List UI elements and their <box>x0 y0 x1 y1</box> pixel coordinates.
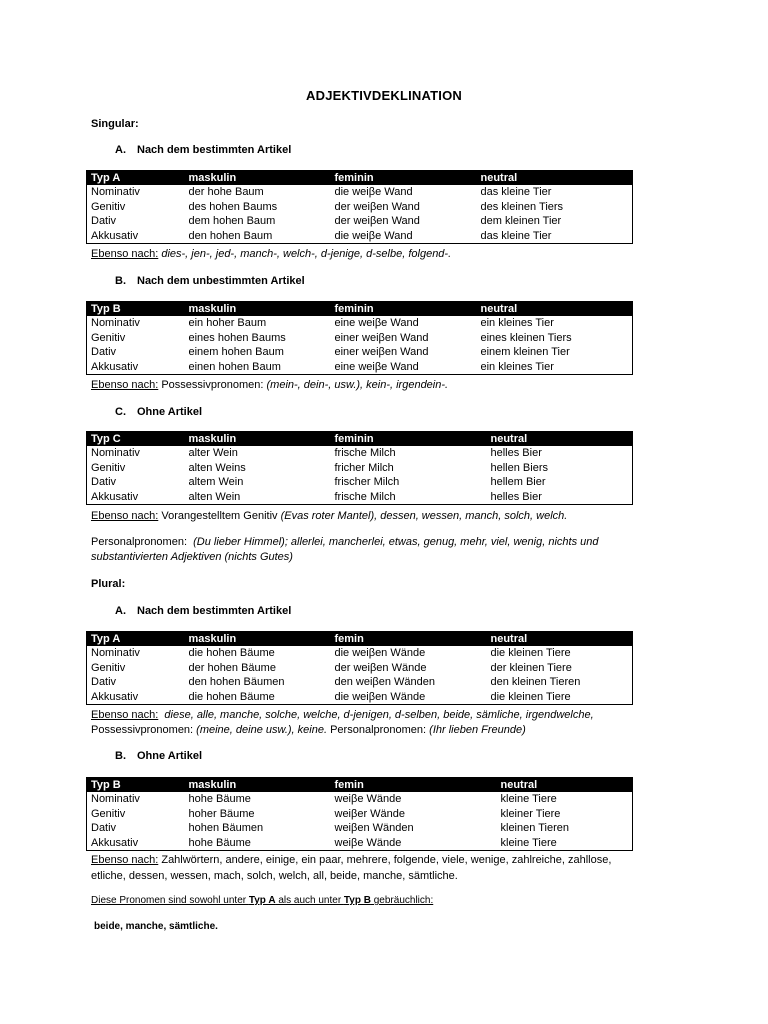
table-cell: einen hohen Baum <box>188 360 281 373</box>
table-cell: Akkusativ <box>91 360 139 373</box>
table-cell: frische Milch <box>334 447 396 459</box>
table-cell: die hohen Bäume <box>188 647 275 659</box>
table-cell: die hohen Bäume <box>188 690 275 703</box>
section-heading-singular-b <box>115 275 305 287</box>
ebenso-plain: Possessivpronomen: <box>161 379 264 391</box>
table-cell: weiβe Wände <box>334 836 402 849</box>
table-cell: Dativ <box>91 346 117 359</box>
ebenso-line <box>91 246 651 262</box>
header-cell: neutral <box>477 302 633 317</box>
personalpronomen-line-2: substantivierten Adjektiven (nichts Gutes) <box>91 551 293 563</box>
personal-text: (Ihr lieben Freunde) <box>429 724 526 736</box>
table-cell: Akkusativ <box>91 490 139 503</box>
ebenso-plain: Zahlwörtern, andere, einige, ein paar, mehrere, folgende, viele, wenige, zahlreiche, zahllose, <box>161 854 612 866</box>
ebenso-text: dies-, jen-, jed-, manch-, welch-, d-jenige, d-selbe, folgend-. <box>161 248 452 260</box>
header-cell: Typ A <box>87 632 185 647</box>
declension-table-singular-a <box>86 170 633 244</box>
table-cell: einem hohen Baum <box>188 346 284 359</box>
table-cell: ein hoher Baum <box>188 317 267 329</box>
table-cell: die kleinen Tiere <box>490 690 571 703</box>
ebenso-italic: (Evas roter Mantel), dessen, wessen, manch, solch, welch. <box>280 510 568 522</box>
header-cell: Typ C <box>87 432 185 447</box>
header-cell: maskulin <box>185 171 331 186</box>
table-cell: Genitiv <box>91 807 126 820</box>
table-row <box>87 836 633 851</box>
table-cell: Akkusativ <box>91 690 139 703</box>
section-heading-plural-b <box>115 750 202 762</box>
header-cell: femin <box>331 778 497 793</box>
table-cell: ein kleines Tier <box>480 317 554 329</box>
table-cell: Genitiv <box>91 331 126 344</box>
table-cell: Akkusativ <box>91 836 139 849</box>
section-title: Ohne Artikel <box>137 750 202 762</box>
table-cell: helles Bier <box>490 490 542 503</box>
table-cell: ein kleines Tier <box>480 360 554 373</box>
ebenso-label: Ebenso nach: <box>91 248 159 260</box>
table-row <box>87 690 633 705</box>
section-title: Nach dem bestimmten Artikel <box>137 605 292 617</box>
table-row <box>87 214 633 229</box>
header-cell: maskulin <box>185 778 331 793</box>
possessiv-label: Possessivpronomen: <box>91 724 194 736</box>
table-cell: der weiβen Wand <box>334 200 420 213</box>
table-cell: hoher Bäume <box>188 807 255 820</box>
page-title: ADJEKTIVDEKLINATION <box>306 88 462 103</box>
ebenso-line <box>91 852 651 868</box>
header-cell: maskulin <box>185 432 331 447</box>
table-cell: alten Weins <box>188 461 246 474</box>
section-title: Nach dem unbestimmten Artikel <box>137 275 305 287</box>
note-text: als auch unter <box>275 895 344 906</box>
header-cell: maskulin <box>185 302 331 317</box>
table-cell: dem hohen Baum <box>188 215 276 228</box>
note-text: Diese Pronomen sind sowohl unter <box>91 895 249 906</box>
ebenso-label: Ebenso nach: <box>91 854 159 866</box>
note-typ-b: Typ B <box>343 895 371 906</box>
table-cell: alter Wein <box>188 447 238 459</box>
table-row <box>87 646 633 661</box>
table-cell: Genitiv <box>91 661 126 674</box>
table-cell: dem kleinen Tier <box>480 215 562 228</box>
header-cell: neutral <box>477 171 633 186</box>
section-heading-plural-a <box>115 605 291 617</box>
table-header-row <box>87 171 633 186</box>
section-title: Nach dem bestimmten Artikel <box>137 144 292 156</box>
table-cell: einem kleinen Tier <box>480 346 570 359</box>
personal-text: (Du lieber Himmel); allerlei, mancherlei, etwas, genug, mehr, viel, wenig, nichts und <box>193 536 599 548</box>
final-pronoun-list: beide, manche, sämtliche. <box>94 921 218 932</box>
table-cell: Nominativ <box>91 647 140 659</box>
personalpronomen-line <box>91 534 651 550</box>
table-row <box>87 792 633 807</box>
section-letter: A. <box>115 605 126 617</box>
header-cell: feminin <box>331 432 487 447</box>
table-row <box>87 446 633 461</box>
table-cell: die weiβe Wand <box>334 229 413 242</box>
table-cell: die kleinen Tiere <box>490 647 571 659</box>
ebenso-line <box>91 508 651 524</box>
table-cell: die weiβe Wand <box>334 186 413 198</box>
plural-heading: Plural: <box>91 578 126 590</box>
header-cell: neutral <box>497 778 633 793</box>
table-cell: weiβen Wänden <box>334 822 414 835</box>
table-cell: Nominativ <box>91 793 140 805</box>
table-cell: fricher Milch <box>334 461 394 474</box>
header-cell: feminin <box>331 171 477 186</box>
table-cell: der hohe Baum <box>188 186 264 198</box>
table-cell: kleiner Tiere <box>500 807 561 820</box>
table-cell: einer weiβen Wand <box>334 346 429 359</box>
table-cell: der weiβen Wände <box>334 661 427 674</box>
table-row <box>87 821 633 836</box>
table-cell: hellem Bier <box>490 476 546 489</box>
table-row <box>87 360 633 375</box>
table-cell: hellen Biers <box>490 461 548 474</box>
ebenso-line-2: etliche, dessen, wessen, mach, solch, welch, all, beide, manche, sämtliche. <box>91 870 458 882</box>
table-cell: Nominativ <box>91 317 140 329</box>
table-cell: kleine Tiere <box>500 793 557 805</box>
table-row <box>87 229 633 244</box>
singular-heading: Singular: <box>91 118 139 130</box>
table-cell: eines hohen Baums <box>188 331 286 344</box>
table-cell: Genitiv <box>91 461 126 474</box>
section-letter: A. <box>115 144 126 156</box>
table-row <box>87 316 633 331</box>
ebenso-italic: (mein-, dein-, usw.), kein-, irgendein-. <box>266 379 449 391</box>
ebenso-label: Ebenso nach: <box>91 709 159 721</box>
table-cell: Dativ <box>91 476 117 489</box>
table-cell: weiβer Wände <box>334 807 406 820</box>
table-row <box>87 461 633 476</box>
table-row <box>87 490 633 505</box>
table-cell: eine weiβe Wand <box>334 360 419 373</box>
table-cell: der weiβen Wand <box>334 215 420 228</box>
table-row <box>87 345 633 360</box>
table-cell: des hohen Baums <box>188 200 278 213</box>
table-header-row <box>87 632 633 647</box>
table-cell: Nominativ <box>91 447 140 459</box>
usage-note <box>91 895 433 906</box>
header-cell: Typ B <box>87 302 185 317</box>
table-cell: das kleine Tier <box>480 229 552 242</box>
personal-label: Personalpronomen: <box>330 724 427 736</box>
table-cell: einer weiβen Wand <box>334 331 429 344</box>
table-cell: kleine Tiere <box>500 836 557 849</box>
ebenso-line-2 <box>91 722 651 738</box>
table-cell: weiβe Wände <box>334 793 402 805</box>
declension-table-singular-b <box>86 301 633 375</box>
header-cell: femin <box>331 632 487 647</box>
table-row <box>87 661 633 676</box>
table-cell: der hohen Bäume <box>188 661 276 674</box>
ebenso-label: Ebenso nach: <box>91 510 159 522</box>
table-cell: der kleinen Tiere <box>490 661 572 674</box>
ebenso-plain: Vorangestelltem Genitiv <box>161 510 278 522</box>
table-cell: den hohen Baum <box>188 229 273 242</box>
note-typ-a: Typ A <box>248 895 276 906</box>
ebenso-line <box>91 707 651 723</box>
section-title: Ohne Artikel <box>137 406 202 418</box>
declension-table-singular-c <box>86 431 633 505</box>
table-cell: Dativ <box>91 822 117 835</box>
table-row <box>87 200 633 215</box>
table-cell: eines kleinen Tiers <box>480 331 572 344</box>
table-cell: frische Milch <box>334 490 396 503</box>
table-cell: kleinen Tieren <box>500 822 569 835</box>
table-header-row <box>87 778 633 793</box>
section-letter: B. <box>115 750 126 762</box>
table-cell: den kleinen Tieren <box>490 676 581 689</box>
section-letter: B. <box>115 275 126 287</box>
table-cell: hohe Bäume <box>188 836 251 849</box>
section-heading-singular-a <box>115 144 291 156</box>
header-cell: feminin <box>331 302 477 317</box>
table-cell: den hohen Bäumen <box>188 676 285 689</box>
table-cell: frischer Milch <box>334 476 400 489</box>
section-heading-singular-c <box>115 406 202 418</box>
table-cell: die weiβen Wände <box>334 690 426 703</box>
ebenso-italic: diese, alle, manche, solche, welche, d-jenigen, d-selben, beide, sämliche, irgendwelche, <box>164 709 594 721</box>
personal-label: Personalpronomen: <box>91 536 188 548</box>
table-cell: altem Wein <box>188 476 244 489</box>
table-row <box>87 331 633 346</box>
table-cell: Genitiv <box>91 200 126 213</box>
section-letter: C. <box>115 406 126 418</box>
declension-table-plural-a <box>86 631 633 705</box>
table-cell: Dativ <box>91 215 117 228</box>
table-cell: hohe Bäume <box>188 793 251 805</box>
header-cell: Typ A <box>87 171 185 186</box>
table-cell: das kleine Tier <box>480 186 552 198</box>
header-cell: maskulin <box>185 632 331 647</box>
table-row <box>87 675 633 690</box>
table-cell: alten Wein <box>188 490 241 503</box>
header-cell: Typ B <box>87 778 185 793</box>
table-cell: des kleinen Tiers <box>480 200 564 213</box>
table-cell: helles Bier <box>490 447 542 459</box>
ebenso-line <box>91 377 651 393</box>
table-row <box>87 185 633 200</box>
table-cell: Nominativ <box>91 186 140 198</box>
table-cell: die weiβen Wände <box>334 647 426 659</box>
table-cell: den weiβen Wänden <box>334 676 436 689</box>
table-cell: hohen Bäumen <box>188 822 264 835</box>
table-cell: eine weiβe Wand <box>334 317 419 329</box>
header-cell: neutral <box>487 632 633 647</box>
table-header-row <box>87 302 633 317</box>
possessiv-text: (meine, deine usw.), keine. <box>196 724 328 736</box>
note-text: gebräuchlich: <box>370 895 434 906</box>
table-cell: Dativ <box>91 676 117 689</box>
table-header-row <box>87 432 633 447</box>
table-row <box>87 475 633 490</box>
declension-table-plural-b <box>86 777 633 851</box>
table-row <box>87 807 633 822</box>
header-cell: neutral <box>487 432 633 447</box>
ebenso-label: Ebenso nach: <box>91 379 159 391</box>
table-cell: Akkusativ <box>91 229 139 242</box>
